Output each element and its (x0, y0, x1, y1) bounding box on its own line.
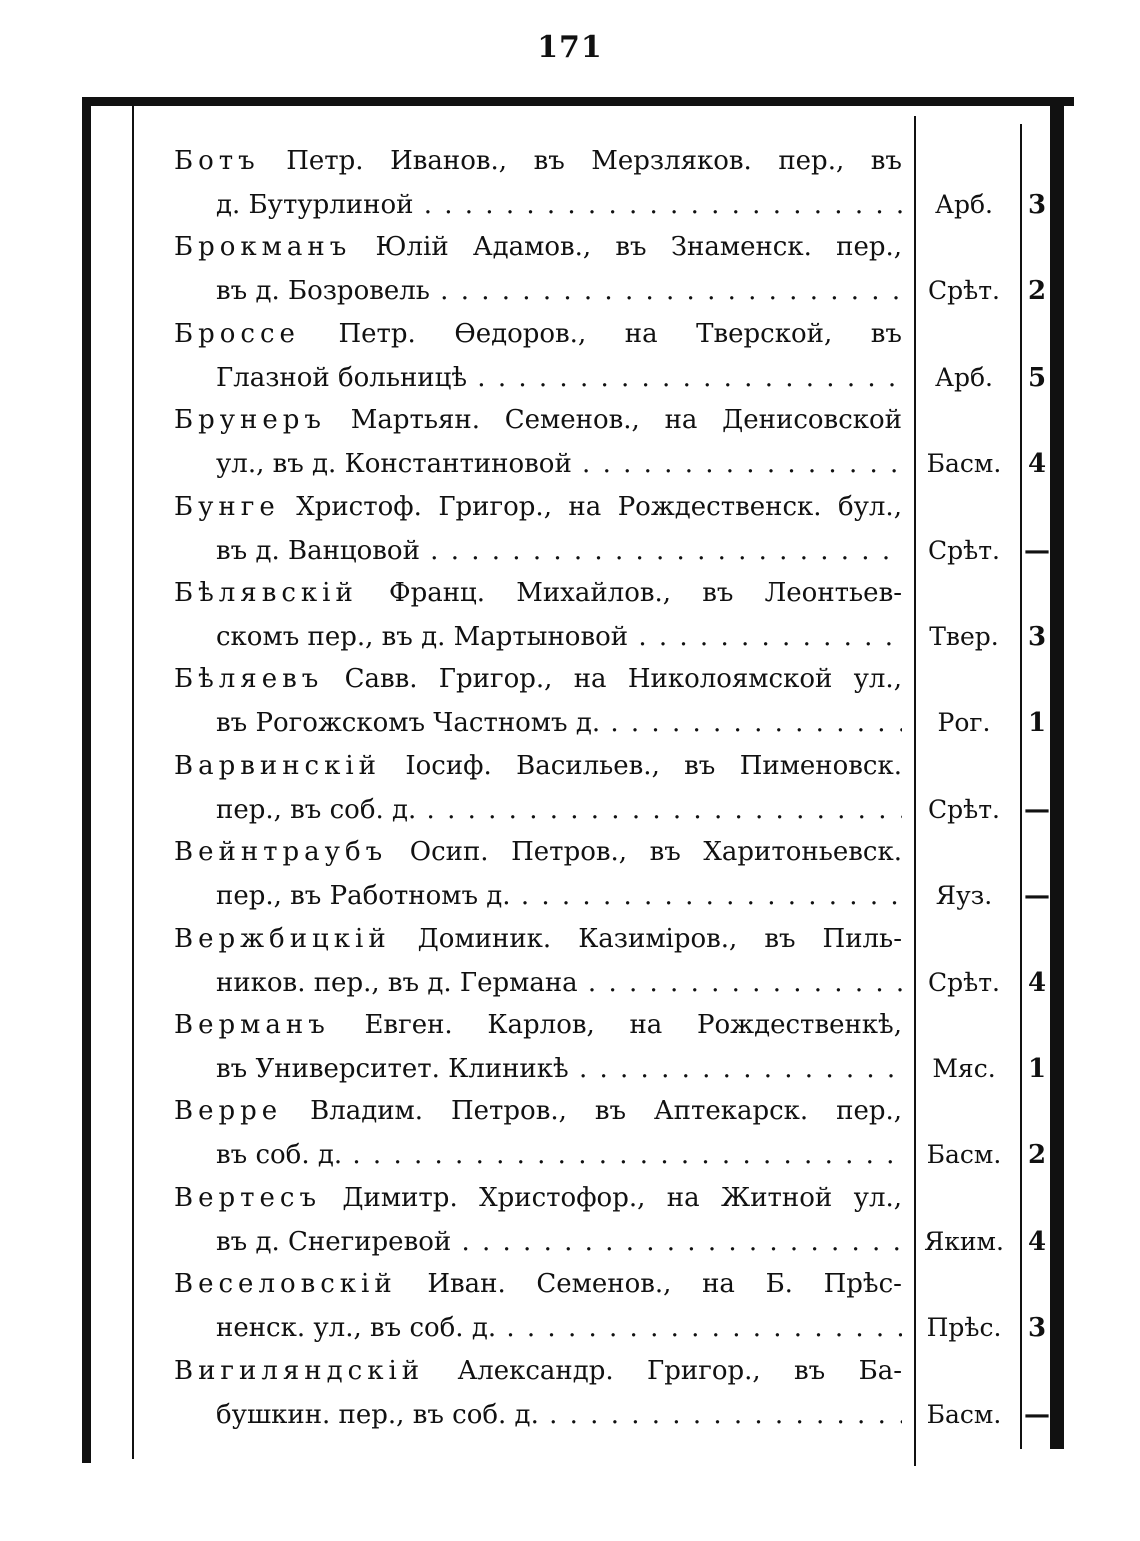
entry-surname: Броссе (174, 318, 300, 349)
entry-word: Леонтьев- (764, 578, 902, 608)
entry-district: Арб. (935, 362, 993, 392)
directory-entry (150, 1177, 1060, 1265)
directory-entry (150, 486, 1060, 574)
entry-address-line-2: бушкин. пер., въ соб. д. . . . (216, 1394, 902, 1436)
entry-word: на (573, 664, 607, 695)
entry-word: Евген. (364, 1010, 453, 1040)
entry-address-line-2: Глазной больницѣ . . . (216, 357, 902, 399)
directory-entry (150, 226, 1060, 314)
directory-entry (150, 1263, 1060, 1351)
entry-number: 5 (1027, 362, 1047, 393)
entry-address-line-2: въ д. Ванцовой . . . (216, 530, 902, 572)
entry-word: на (702, 1269, 735, 1300)
entry-district: Басм. (926, 449, 1002, 479)
entry-line-1 (174, 486, 902, 528)
entry-word: Пименовск. (739, 750, 902, 781)
entry-surname: Бѣляевъ (174, 664, 324, 695)
entry-word: Денисовской (722, 405, 902, 436)
entry-word: Прѣс- (823, 1269, 902, 1300)
entry-number: 1 (1027, 708, 1047, 739)
entry-surname: Бѣлявскій (174, 578, 358, 608)
entry-line-1 (174, 745, 902, 787)
entry-word: въ (615, 232, 647, 263)
entry-number: 3 (1027, 1313, 1047, 1344)
entry-word: Григор., (647, 1355, 761, 1386)
entry-number: 2 (1027, 1140, 1047, 1171)
entry-word: Семенов., (504, 405, 640, 436)
entry-address-line-2: въ соб. д. . . . (216, 1134, 902, 1176)
entry-line-1 (174, 140, 902, 182)
entry-number: — (1024, 794, 1050, 825)
entry-word: Иван. (427, 1269, 506, 1300)
entry-surname: Вигиляндскій (174, 1355, 425, 1386)
entry-word: на (666, 1182, 700, 1213)
entry-word: Семенов., (536, 1269, 672, 1300)
entry-word: Михайлов., (516, 578, 672, 608)
entry-district: Срѣт. (928, 794, 1000, 824)
entry-district: Срѣт. (928, 535, 1000, 565)
entry-line-1 (174, 658, 902, 700)
entry-word: на (664, 405, 698, 436)
entry-word: Аптекарск. (653, 1096, 809, 1127)
entry-word: Александр. (457, 1355, 614, 1386)
entry-number: 4 (1027, 967, 1047, 998)
entry-line-1 (174, 313, 902, 355)
entry-word: Франц. (389, 578, 486, 608)
entry-word: Пиль- (822, 923, 902, 954)
entry-word: Б. (765, 1269, 793, 1300)
entry-word: пер., (836, 1096, 902, 1127)
entry-number: 3 (1027, 190, 1047, 220)
entry-word: на (629, 1010, 663, 1040)
directory-entry (150, 658, 1060, 746)
entry-surname: Верре (174, 1096, 283, 1127)
entry-word: Петров., (450, 1096, 567, 1127)
entry-line-1 (174, 1263, 902, 1305)
entry-word: Адамов., (472, 232, 592, 263)
entry-number: — (1024, 1399, 1050, 1430)
entry-line-1 (174, 572, 902, 614)
entry-word: въ (684, 750, 716, 781)
entry-word: Мерзляков. (591, 146, 752, 176)
entry-district: Срѣт. (928, 276, 1000, 306)
entry-number: 2 (1027, 276, 1047, 307)
entry-word: Петр. (338, 318, 416, 349)
entry-word: Мартьян. (350, 405, 481, 436)
entry-word: Казиміров., (578, 923, 738, 954)
entry-surname: Верманъ (174, 1010, 330, 1040)
entry-word: Григор., (438, 491, 552, 522)
entry-word: Знаменск. (670, 232, 812, 263)
directory-entry (150, 918, 1060, 1006)
entry-word: въ (594, 1096, 626, 1127)
entry-line-1 (174, 1177, 902, 1219)
directory-entry (150, 140, 1060, 228)
entry-line-1 (174, 1090, 902, 1132)
entry-word: въ (702, 578, 734, 608)
entry-word: на (568, 491, 602, 522)
entry-word: на (624, 318, 658, 349)
entry-number: 4 (1027, 449, 1047, 480)
entry-address-line-2: пер., въ соб. д. . . . (216, 789, 902, 831)
entry-word: Карлов, (487, 1010, 595, 1040)
entry-word: пер., (836, 232, 902, 263)
entry-number: 4 (1027, 1226, 1047, 1257)
directory-entry (150, 1350, 1060, 1438)
entry-word: въ (794, 1355, 826, 1386)
entry-district: Мяс. (932, 1054, 996, 1083)
entry-district: Басм. (926, 1140, 1002, 1170)
entry-word: Харитоньевск. (703, 837, 902, 868)
directory-entry (150, 831, 1060, 919)
entry-surname: Брунеръ (174, 405, 326, 436)
entry-word: въ (649, 837, 681, 868)
entry-district: Прѣс. (926, 1313, 1002, 1343)
directory-entry (150, 399, 1060, 487)
entry-district: Твер. (929, 622, 999, 651)
entry-address-line-2: скомъ пер., въ д. Мартыновой . . . (216, 616, 902, 658)
entry-surname: Вержбицкій (174, 923, 391, 954)
entry-surname: Вертесъ (174, 1182, 322, 1213)
entry-word: Доминик. (417, 923, 552, 954)
entry-address-line-2: въ д. Снегиревой . . . (216, 1221, 902, 1263)
page-number: 171 (537, 30, 603, 65)
entry-word: Николоямской (627, 664, 833, 695)
entry-word: Васильев., (516, 750, 660, 781)
entry-number: — (1024, 881, 1050, 912)
column-rule-left (132, 104, 134, 1459)
entry-line-1 (174, 831, 902, 873)
entry-word: Ба- (858, 1355, 902, 1386)
entry-surname: Веселовскій (174, 1269, 397, 1300)
entry-word: ул., (853, 664, 902, 695)
entry-line-1 (174, 918, 902, 960)
entry-address-line-2: пер., въ Работномъ д. . . . (216, 875, 902, 917)
entry-word: Өедоров., (454, 318, 587, 349)
frame-left-border (82, 97, 91, 1463)
entry-word: въ (870, 318, 902, 349)
entry-word: Петров., (511, 837, 628, 868)
entry-surname: Бунге (174, 491, 280, 522)
entry-district: Арб. (935, 190, 993, 219)
entry-word: Осип. (409, 837, 489, 868)
entry-word: бул., (837, 491, 902, 522)
directory-entry (150, 313, 1060, 401)
entry-number: 1 (1027, 1054, 1047, 1084)
entry-word: Димитр. (342, 1182, 458, 1213)
entry-word: Петр. (286, 146, 364, 176)
directory-entry (150, 745, 1060, 833)
directory-entry (150, 572, 1060, 660)
entry-word: Тверской, (696, 318, 833, 349)
entry-word: Владим. (310, 1096, 424, 1127)
entry-line-1 (174, 226, 902, 268)
entry-word: Иванов., (390, 146, 508, 176)
entry-address-line-2: въ д. Бозровель . . . (216, 270, 902, 312)
entry-address-line-2: ненск. ул., въ соб. д. . . . (216, 1307, 902, 1349)
entry-surname: Варвинскій (174, 750, 382, 781)
entry-word: пер., (778, 146, 845, 176)
entry-number: — (1024, 535, 1050, 566)
entry-surname: Вейнтраубъ (174, 837, 388, 868)
entry-address-line-2: ников. пер., въ д. Германа . . . (216, 962, 902, 1004)
entry-district: Яким. (924, 1226, 1004, 1256)
entry-address-line-2: въ Рогожскомъ Частномъ д. . . . (216, 702, 902, 744)
entry-word: Савв. (344, 664, 418, 695)
entry-line-1 (174, 1004, 902, 1046)
entry-number: 3 (1027, 622, 1047, 652)
directory-entry (150, 1090, 1060, 1178)
entry-word: въ (533, 146, 565, 176)
entry-word: Христофор., (479, 1182, 646, 1213)
frame-top-border (82, 97, 1074, 106)
entry-district: Басм. (926, 1399, 1002, 1429)
entry-word: Житной (721, 1182, 833, 1213)
entry-line-1 (174, 399, 902, 441)
entry-word: Рождественск. (617, 491, 822, 522)
entry-address-line-2: въ Университет. Клиникѣ . . . (216, 1048, 902, 1090)
entry-word: въ (870, 146, 902, 176)
entry-line-1 (174, 1350, 902, 1392)
entry-word: въ (764, 923, 796, 954)
entry-address-line-2: д. Бутурлиной . . . (216, 184, 902, 226)
entry-district: Срѣт. (928, 967, 1000, 997)
entry-address-line-2: ул., въ д. Константиновой . . . (216, 443, 902, 485)
entry-surname: Брокманъ (174, 232, 352, 263)
entry-word: Юлій (375, 232, 449, 263)
entry-word: Христоф. (296, 491, 422, 522)
entry-district: Яуз. (935, 881, 993, 911)
directory-entry (150, 1004, 1060, 1092)
entry-word: Іосиф. (405, 750, 492, 781)
entry-word: Рождественкѣ, (697, 1010, 902, 1040)
entry-district: Рог. (937, 708, 991, 738)
entry-word: ул., (853, 1182, 902, 1213)
entry-word: Григор., (438, 664, 553, 695)
entry-surname: Ботъ (174, 146, 260, 176)
